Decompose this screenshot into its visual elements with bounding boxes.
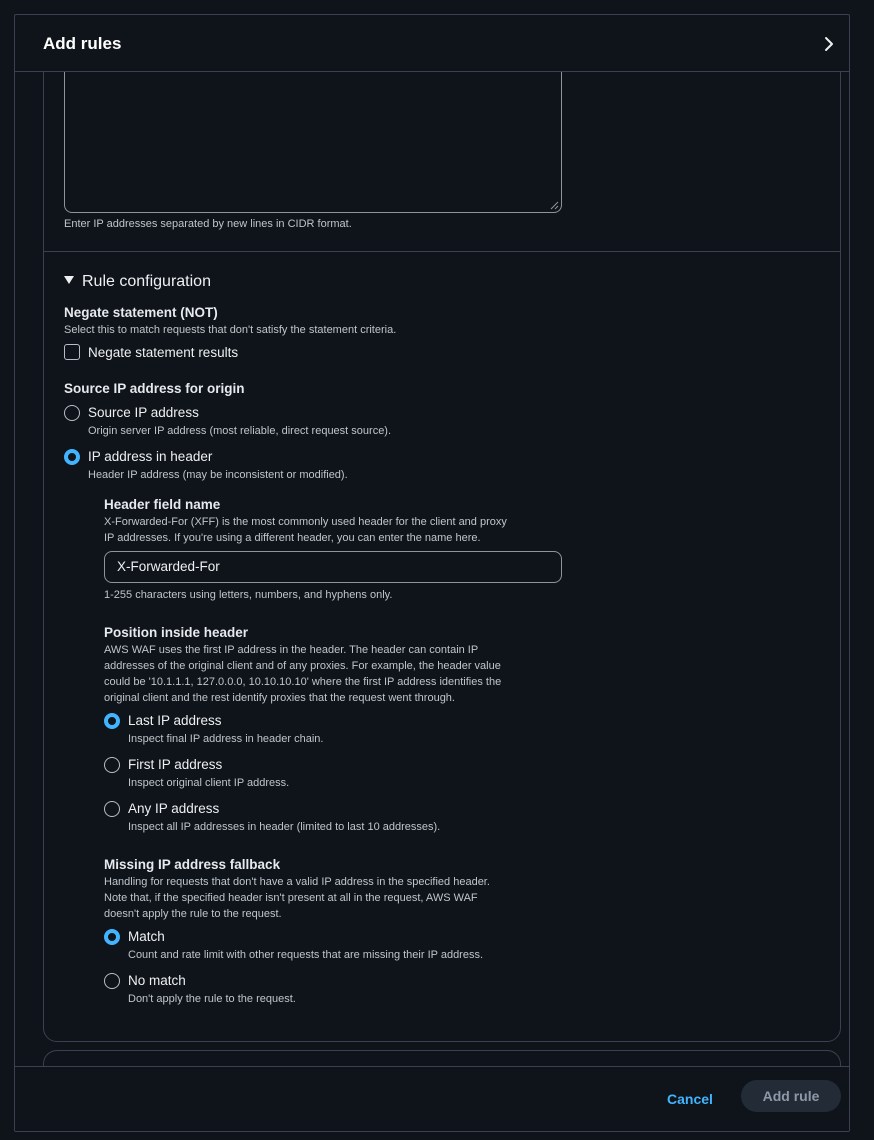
match-option-label[interactable]: Match	[128, 929, 165, 944]
ip-addresses-textarea[interactable]	[64, 72, 562, 213]
add-rules-panel	[14, 14, 850, 1132]
header-field-description-line-2: IP addresses. If you're using a different header, you can enter the name here.	[104, 532, 481, 544]
no-match-radio[interactable]	[104, 973, 120, 989]
section-divider	[44, 251, 840, 252]
match-option-description: Count and rate limit with other requests that are missing their IP address.	[128, 949, 484, 961]
position-description-line-1: AWS WAF uses the first IP address in the header. The header can contain IP	[104, 644, 479, 656]
resize-grip-icon[interactable]	[549, 200, 559, 210]
any-ip-option-description: Inspect all IP addresses in header (limited to last 10 addresses).	[128, 821, 441, 833]
fallback-description-line-1: Handling for requests that don't have a valid IP address in the specified header.	[104, 876, 490, 888]
cancel-button[interactable]: Cancel	[655, 1084, 725, 1114]
fallback-description-line-3: doesn't apply the rule to the request.	[104, 908, 282, 920]
source-ip-label: Source IP address for origin	[64, 381, 245, 396]
ip-in-header-option-description: Header IP address (may be inconsistent or modified).	[88, 469, 348, 481]
caret-down-icon	[64, 276, 74, 284]
rule-card	[43, 72, 841, 1042]
fallback-label: Missing IP address fallback	[104, 857, 281, 872]
position-description-line-4: original client and the rest identify proxies that the request went through.	[104, 692, 455, 704]
ip-in-header-option-label[interactable]: IP address in header	[88, 449, 213, 464]
negate-checkbox-label[interactable]: Negate statement results	[88, 345, 239, 360]
position-label: Position inside header	[104, 625, 249, 640]
position-description-line-3: could be '10.1.1.1, 127.0.0.0, 10.10.10.10' where the first IP address identifies the	[104, 676, 502, 688]
last-ip-option-description: Inspect final IP address in header chain.	[128, 733, 324, 745]
header-field-constraint: 1-255 characters using letters, numbers, and hyphens only.	[104, 589, 393, 601]
rule-configuration-title: Rule configuration	[82, 273, 211, 290]
ip-in-header-radio[interactable]	[64, 449, 80, 465]
negate-description: Select this to match requests that don't satisfy the statement criteria.	[64, 324, 397, 336]
header-field-description-line-1: X-Forwarded-For (XFF) is the most commonly used header for the client and proxy	[104, 516, 507, 528]
first-ip-option-description: Inspect original client IP address.	[128, 777, 290, 789]
header-field-input[interactable]: X-Forwarded-For	[104, 551, 562, 583]
next-section-card	[43, 1050, 841, 1066]
any-ip-option-label[interactable]: Any IP address	[128, 801, 220, 816]
last-ip-option-label[interactable]: Last IP address	[128, 713, 222, 728]
last-ip-radio[interactable]	[104, 713, 120, 729]
panel-title: Add rules	[43, 34, 122, 53]
fallback-description-line-2: Note that, if the specified header isn't present at all in the request, AWS WAF	[104, 892, 478, 904]
chevron-right-icon[interactable]	[819, 34, 839, 54]
ip-addresses-help: Enter IP addresses separated by new lines in CIDR format.	[64, 218, 352, 230]
panel-header	[15, 15, 849, 72]
first-ip-radio[interactable]	[104, 757, 120, 773]
header-field-label: Header field name	[104, 497, 221, 512]
source-ip-option-description: Origin server IP address (most reliable, direct request source).	[88, 425, 392, 437]
panel-footer	[15, 1066, 849, 1132]
source-ip-option-label[interactable]: Source IP address	[88, 405, 199, 420]
first-ip-option-label[interactable]: First IP address	[128, 757, 223, 772]
any-ip-radio[interactable]	[104, 801, 120, 817]
panel-content[interactable]	[15, 72, 849, 1066]
negate-label: Negate statement (NOT)	[64, 305, 218, 320]
match-radio[interactable]	[104, 929, 120, 945]
rule-configuration-toggle[interactable]	[64, 273, 211, 291]
position-description-line-2: addresses of the original client and of any proxies. For example, the header value	[104, 660, 501, 672]
no-match-option-label[interactable]: No match	[128, 973, 186, 988]
negate-checkbox[interactable]	[64, 344, 80, 360]
add-rule-button[interactable]: Add rule	[741, 1080, 841, 1112]
source-ip-radio[interactable]	[64, 405, 80, 421]
no-match-option-description: Don't apply the rule to the request.	[128, 993, 296, 1005]
